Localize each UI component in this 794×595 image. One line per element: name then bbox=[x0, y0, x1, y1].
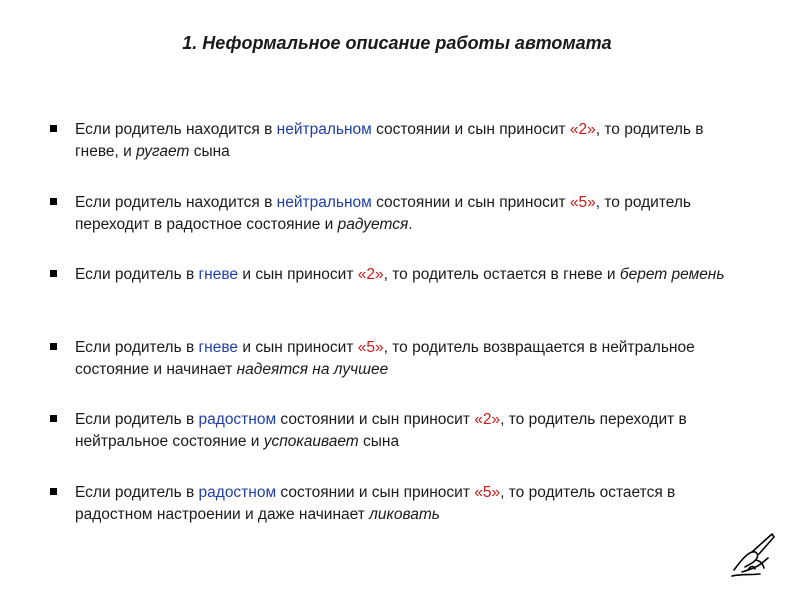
grade-mark: «2» bbox=[357, 266, 384, 283]
text-part: , то родитель остается в радостном настроении и даже начинает bbox=[75, 484, 676, 523]
text-part: состоянии и сын приносит bbox=[371, 121, 570, 138]
state-word: гневе bbox=[198, 339, 239, 356]
text-part: сына bbox=[358, 433, 400, 450]
text-part: Если родитель находится в bbox=[75, 121, 277, 138]
action-word: ругает bbox=[136, 143, 190, 160]
bullet-square-icon bbox=[50, 198, 57, 205]
text-part: состоянии и сын приносит bbox=[371, 194, 570, 211]
text-part: и сын приносит bbox=[238, 266, 358, 283]
text-part: состоянии и сын приносит bbox=[276, 484, 475, 501]
text-part: , то родитель возвращается в нейтральное состояние и начинает bbox=[75, 339, 695, 378]
bullet-square-icon bbox=[50, 343, 57, 350]
action-word: радуется bbox=[337, 216, 409, 233]
text-part: Если родитель в bbox=[75, 266, 199, 283]
writing-hand-icon bbox=[726, 530, 776, 580]
item-text bbox=[75, 482, 735, 526]
item-text bbox=[75, 119, 735, 163]
state-word: радостном bbox=[198, 411, 277, 428]
grade-mark: «5» bbox=[357, 339, 384, 356]
bullet-square-icon bbox=[50, 270, 57, 277]
text-part: и сын приносит bbox=[238, 339, 358, 356]
text-part: , то родитель переходит в радостное состояние и bbox=[75, 194, 691, 233]
slide-title: 1. Неформальное описание работы автомата bbox=[182, 33, 612, 53]
text-part: состоянии и сын приносит bbox=[276, 411, 475, 428]
text-part: Если родитель в bbox=[75, 484, 199, 501]
text-part: , то родитель в гневе, и bbox=[75, 121, 704, 160]
state-word: радостном bbox=[198, 484, 277, 501]
grade-mark: «2» bbox=[474, 411, 501, 428]
state-word: нейтральном bbox=[276, 194, 372, 211]
text-part: Если родитель находится в bbox=[75, 194, 277, 211]
text-part: , то родитель переходит в нейтральное состояние и bbox=[75, 411, 687, 450]
action-word: ликовать bbox=[369, 506, 440, 523]
action-word: надеятся на лучшее bbox=[236, 361, 389, 378]
grade-mark: «5» bbox=[474, 484, 501, 501]
bullet-square-icon bbox=[50, 415, 57, 422]
grade-mark: «2» bbox=[569, 121, 596, 138]
bullet-square-icon bbox=[50, 125, 57, 132]
text-part: , то родитель остается в гневе и bbox=[383, 266, 620, 283]
grade-mark: «5» bbox=[569, 194, 596, 211]
action-word: успокаивает bbox=[263, 433, 359, 450]
text-part: Если родитель в bbox=[75, 339, 199, 356]
state-word: нейтральном bbox=[276, 121, 372, 138]
text-part: сына bbox=[189, 143, 230, 160]
bullet-square-icon bbox=[50, 488, 57, 495]
text-part: . bbox=[408, 216, 413, 233]
state-word: гневе bbox=[198, 266, 239, 283]
action-word: берет ремень bbox=[619, 266, 725, 283]
text-part: Если родитель в bbox=[75, 411, 199, 428]
item-text bbox=[75, 192, 735, 236]
item-text bbox=[75, 409, 735, 453]
item-text bbox=[75, 337, 735, 381]
item-text bbox=[75, 264, 735, 286]
